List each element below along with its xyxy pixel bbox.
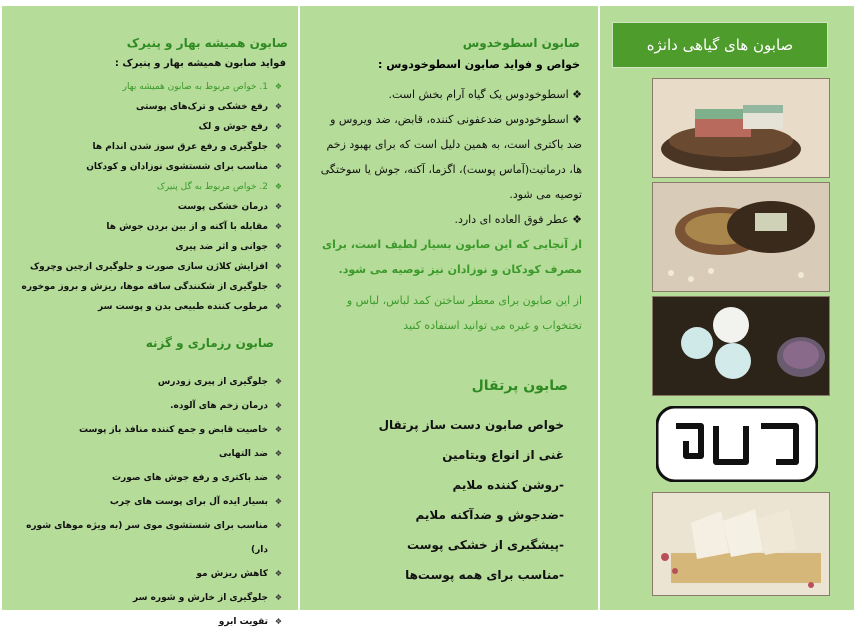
calendula-item-text: 2. خواص مربوط به گل پنیرک — [156, 182, 268, 192]
calendula-item-text: درمان خشکی پوست — [177, 202, 268, 212]
right-column — [600, 6, 854, 610]
rosemary-item-text: خاصیت قابض و جمع کننده منافذ باز پوست — [78, 425, 268, 435]
calendula-item-text: مقابله با آکنه و از بین بردن جوش ها — [106, 222, 268, 232]
soap-bars-photo — [652, 492, 830, 596]
bullet-icon: ❖ — [274, 521, 282, 530]
middle-column — [300, 6, 598, 610]
calendula-item — [9, 157, 284, 177]
rosemary-item-text: مناسب برای شستشوی موی سر (به ویژه موهای شوره دار) — [26, 521, 268, 555]
lavender-para-3: ❖ عطر فوق العاده ای دارد. — [454, 213, 582, 226]
bullet-icon: ❖ — [274, 142, 282, 151]
bullet-icon: ❖ — [274, 82, 282, 91]
calendula-item-text: جوانی و اثر ضد پیری — [175, 242, 268, 252]
rosemary-item-text: درمان زخم های آلوده. — [170, 401, 268, 411]
lavender-subheading: خواص و فواید صابون اسطوخودوس : — [378, 58, 580, 71]
bullet-icon: ❖ — [274, 377, 282, 386]
orange-line: -ضدجوش و ضدآکنه ملایم — [415, 508, 564, 522]
orange-line: غنی از انواع ویتامین — [442, 448, 564, 462]
calendula-item-text: رفع جوش و لک — [198, 122, 268, 132]
rosemary-item-text: تقویت ابرو — [218, 617, 268, 627]
lavender-para-2: ❖ اسطوخودوس ضدعفونی کننده، قابض، ضد ویروس و ضد باکتری است، به همین دلیل است که برای بهبود زخم ها، درماتیت(آماس پوست)، اگزما، آکنه، جوش یا سوختگی توصیه می شود. — [320, 113, 582, 201]
rosemary-item-text: ضد التهابی — [219, 449, 268, 459]
calendula-item-text: مرطوب کننده طبیعی بدن و پوست سر — [98, 302, 268, 312]
rosemary-item-text: جلوگیری از پیری زودرس — [157, 377, 268, 387]
lavender-para-4: از آنجایی که این صابون بسیار لطیف است، برای مصرف کودکان و نوزادان نیز توصیه می شود. — [322, 238, 582, 276]
bullet-icon: ❖ — [274, 449, 282, 458]
herbs-soap-photo — [652, 182, 830, 292]
bullet-icon: ❖ — [274, 401, 282, 410]
rosemary-item — [9, 610, 284, 634]
calendula-subheading: فواید صابون همیشه بهار و پنیرک : — [114, 58, 286, 69]
calendula-item — [9, 197, 284, 217]
bullet-icon: ❖ — [274, 102, 282, 111]
calendula-item — [9, 77, 284, 97]
rosemary-item-text: جلوگیری از خارش و شوره سر — [133, 593, 268, 603]
bullet-icon: ❖ — [274, 302, 282, 311]
rosemary-item — [9, 466, 284, 490]
calendula-item — [9, 277, 284, 297]
rosemary-item-text: کاهش ریزش مو — [196, 569, 268, 579]
calendula-item-text: جلوگیری و رفع عرق سوز شدن اندام ها — [92, 142, 268, 152]
left-column — [2, 6, 298, 627]
orange-line: خواص صابون دست ساز پرتقال — [378, 418, 564, 432]
calendula-item — [9, 217, 284, 237]
orange-line: -پیشگیری از خشکی پوست — [406, 538, 564, 552]
brand-title: صابون های گیاهی دانژه — [612, 22, 828, 68]
calendula-item — [9, 177, 284, 197]
calendula-item — [9, 297, 284, 317]
bullet-icon: ❖ — [274, 425, 282, 434]
orange-line: -مناسب برای همه پوست‌ها — [405, 568, 564, 582]
bullet-icon: ❖ — [274, 473, 282, 482]
calendula-benefits-list — [9, 77, 284, 317]
rosemary-item-text: ضد باکتری و رفع جوش های صورت — [111, 473, 268, 483]
rosemary-item — [9, 586, 284, 610]
calendula-item-text: جلوگیری از شکنندگی ساقه موها، ریزش و بروز موخوره — [21, 282, 268, 292]
calendula-item — [9, 237, 284, 257]
calendula-item-text: رفع خشکی و ترک‌های پوستی — [135, 102, 268, 112]
rosemary-item — [9, 514, 284, 562]
calendula-item — [9, 97, 284, 117]
rosemary-item — [9, 394, 284, 418]
calendula-heading: صابون همیشه بهار و پنیرک — [126, 36, 288, 50]
bullet-icon: ❖ — [274, 222, 282, 231]
rosemary-item — [9, 442, 284, 466]
rosemary-item — [9, 370, 284, 394]
rosemary-benefits-list — [9, 370, 284, 634]
calendula-item-text: مناسب برای شستشوی نوزادان و کودکان — [86, 162, 268, 172]
rosemary-heading: صابون رزماری و گزنه — [145, 336, 274, 350]
calendula-item-text: 1. خواص مربوط به صابون همیشه بهار — [122, 82, 268, 92]
bullet-icon: ❖ — [274, 617, 282, 626]
bullet-icon: ❖ — [274, 202, 282, 211]
lavender-heading: صابون اسطوخدوس — [462, 36, 580, 50]
calendula-item — [9, 257, 284, 277]
rosemary-item — [9, 418, 284, 442]
bullet-icon: ❖ — [274, 497, 282, 506]
rose-soap-photo — [652, 296, 830, 396]
bullet-icon: ❖ — [274, 122, 282, 131]
rosemary-item — [9, 562, 284, 586]
bullet-icon: ❖ — [274, 182, 282, 191]
orange-heading: صابون پرتقال — [471, 378, 568, 394]
calendula-item-text: افزایش کلاژن سازی صورت و جلوگیری ازچین وچروک — [29, 262, 268, 272]
calendula-item — [9, 137, 284, 157]
calendula-item — [9, 117, 284, 137]
lavender-para-5: از این صابون برای معطر ساختن کمد لباس، لباس و تختخواب و غیره می توانید استفاده کنید — [346, 294, 582, 332]
bullet-icon: ❖ — [274, 569, 282, 578]
rosemary-item — [9, 490, 284, 514]
bullet-icon: ❖ — [274, 282, 282, 291]
bullet-icon: ❖ — [274, 162, 282, 171]
logo-image — [656, 406, 818, 482]
orange-benefits — [314, 410, 564, 590]
rosemary-item-text: بسیار ایده آل برای پوست های چرب — [109, 497, 268, 507]
lavender-para-1: ❖ اسطوخودوس یک گیاه آرام بخش است. — [388, 88, 582, 101]
bullet-icon: ❖ — [274, 593, 282, 602]
orange-line: -روشن کننده ملایم — [452, 478, 564, 492]
soap-basket-photo — [652, 78, 830, 178]
bullet-icon: ❖ — [274, 242, 282, 251]
bullet-icon: ❖ — [274, 262, 282, 271]
